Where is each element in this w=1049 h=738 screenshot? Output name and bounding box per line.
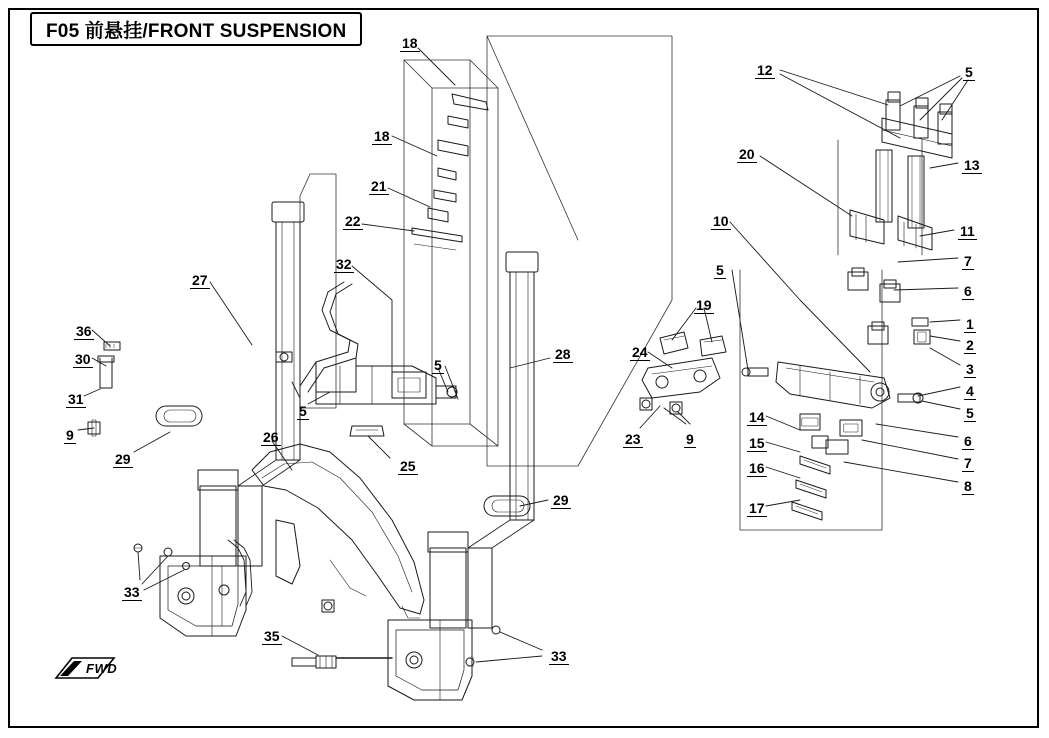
callout-30 <box>73 352 93 368</box>
callout-24 <box>630 345 650 361</box>
callout-5b <box>714 263 726 279</box>
callout-number: 6 <box>964 283 972 299</box>
callout-31 <box>66 392 86 408</box>
callout-18a <box>400 36 420 52</box>
callout-number: 15 <box>749 435 765 451</box>
callout-number: 7 <box>964 455 972 471</box>
callout-number: 5 <box>716 262 724 278</box>
callout-17 <box>747 501 767 517</box>
callout-25 <box>398 459 418 475</box>
callout-number: 7 <box>964 253 972 269</box>
callout-8 <box>962 479 974 495</box>
callout-number: 1 <box>966 316 974 332</box>
callout-6b <box>962 434 974 450</box>
callout-27 <box>190 273 210 289</box>
callout-5d <box>964 406 976 422</box>
callout-number: 9 <box>686 431 694 447</box>
callout-12 <box>755 63 775 79</box>
callout-29b <box>551 493 571 509</box>
callout-number: 13 <box>964 157 980 173</box>
callout-number: 29 <box>553 492 569 508</box>
callout-number: 5 <box>966 405 974 421</box>
callout-2 <box>964 338 976 354</box>
callout-number: 12 <box>757 62 773 78</box>
callout-15 <box>747 436 767 452</box>
callout-number: 5 <box>965 64 973 80</box>
callout-number: 14 <box>749 409 765 425</box>
callout-number: 26 <box>263 429 279 445</box>
callout-number: 30 <box>75 351 91 367</box>
callout-28 <box>553 347 573 363</box>
callout-number: 18 <box>374 128 390 144</box>
page-title-box <box>30 12 362 46</box>
callout-23 <box>623 432 643 448</box>
callout-5e <box>297 404 309 420</box>
callout-number: 4 <box>966 383 974 399</box>
callout-7b <box>962 456 974 472</box>
callout-number: 17 <box>749 500 765 516</box>
callout-number: 18 <box>402 35 418 51</box>
callout-number: 33 <box>551 648 567 664</box>
callout-number: 36 <box>76 323 92 339</box>
fwd-marker <box>52 652 118 686</box>
callout-number: 11 <box>960 223 975 239</box>
callout-number: 22 <box>345 213 361 229</box>
callout-number: 6 <box>964 433 972 449</box>
callout-number: 5 <box>299 403 307 419</box>
callout-number: 5 <box>434 357 442 373</box>
callout-number: 20 <box>739 146 755 162</box>
callout-4 <box>964 384 976 400</box>
callout-5a <box>963 65 975 81</box>
callout-number: 31 <box>68 391 84 407</box>
callout-16 <box>747 461 767 477</box>
callout-13 <box>962 158 982 174</box>
callout-9a <box>64 428 76 444</box>
callout-number: 16 <box>749 460 765 476</box>
callout-number: 10 <box>713 213 729 229</box>
callout-number: 24 <box>632 344 648 360</box>
callout-20 <box>737 147 757 163</box>
callout-6a <box>962 284 974 300</box>
callout-9b <box>684 432 696 448</box>
callout-number: 2 <box>966 337 974 353</box>
callout-number: 23 <box>625 431 641 447</box>
callout-1 <box>964 317 976 333</box>
callout-35 <box>262 629 282 645</box>
callout-36 <box>74 324 94 340</box>
callout-number: 35 <box>264 628 280 644</box>
callout-number: 28 <box>555 346 571 362</box>
callout-33b <box>549 649 569 665</box>
callout-7a <box>962 254 974 270</box>
callout-number: 21 <box>371 178 387 194</box>
callout-3 <box>964 362 976 378</box>
callout-number: 33 <box>124 584 140 600</box>
callout-29a <box>113 452 133 468</box>
page-title: F05 前悬挂/FRONT SUSPENSION <box>46 20 347 42</box>
fwd-label: FWD <box>86 661 118 676</box>
callout-18b <box>372 129 392 145</box>
callout-number: 25 <box>400 458 416 474</box>
callout-19 <box>694 298 714 314</box>
callout-21 <box>369 179 389 195</box>
callout-32 <box>334 257 354 273</box>
callout-number: 8 <box>964 478 972 494</box>
callout-22 <box>343 214 363 230</box>
callout-number: 3 <box>966 361 974 377</box>
callout-33a <box>122 585 142 601</box>
callout-14 <box>747 410 767 426</box>
callout-10 <box>711 214 731 230</box>
callout-26 <box>261 430 281 446</box>
callout-number: 32 <box>336 256 352 272</box>
callout-5c <box>432 358 444 374</box>
callout-number: 19 <box>696 297 712 313</box>
callout-number: 27 <box>192 272 208 288</box>
callout-number: 29 <box>115 451 131 467</box>
callout-number: 9 <box>66 427 74 443</box>
callout-11 <box>958 224 977 240</box>
